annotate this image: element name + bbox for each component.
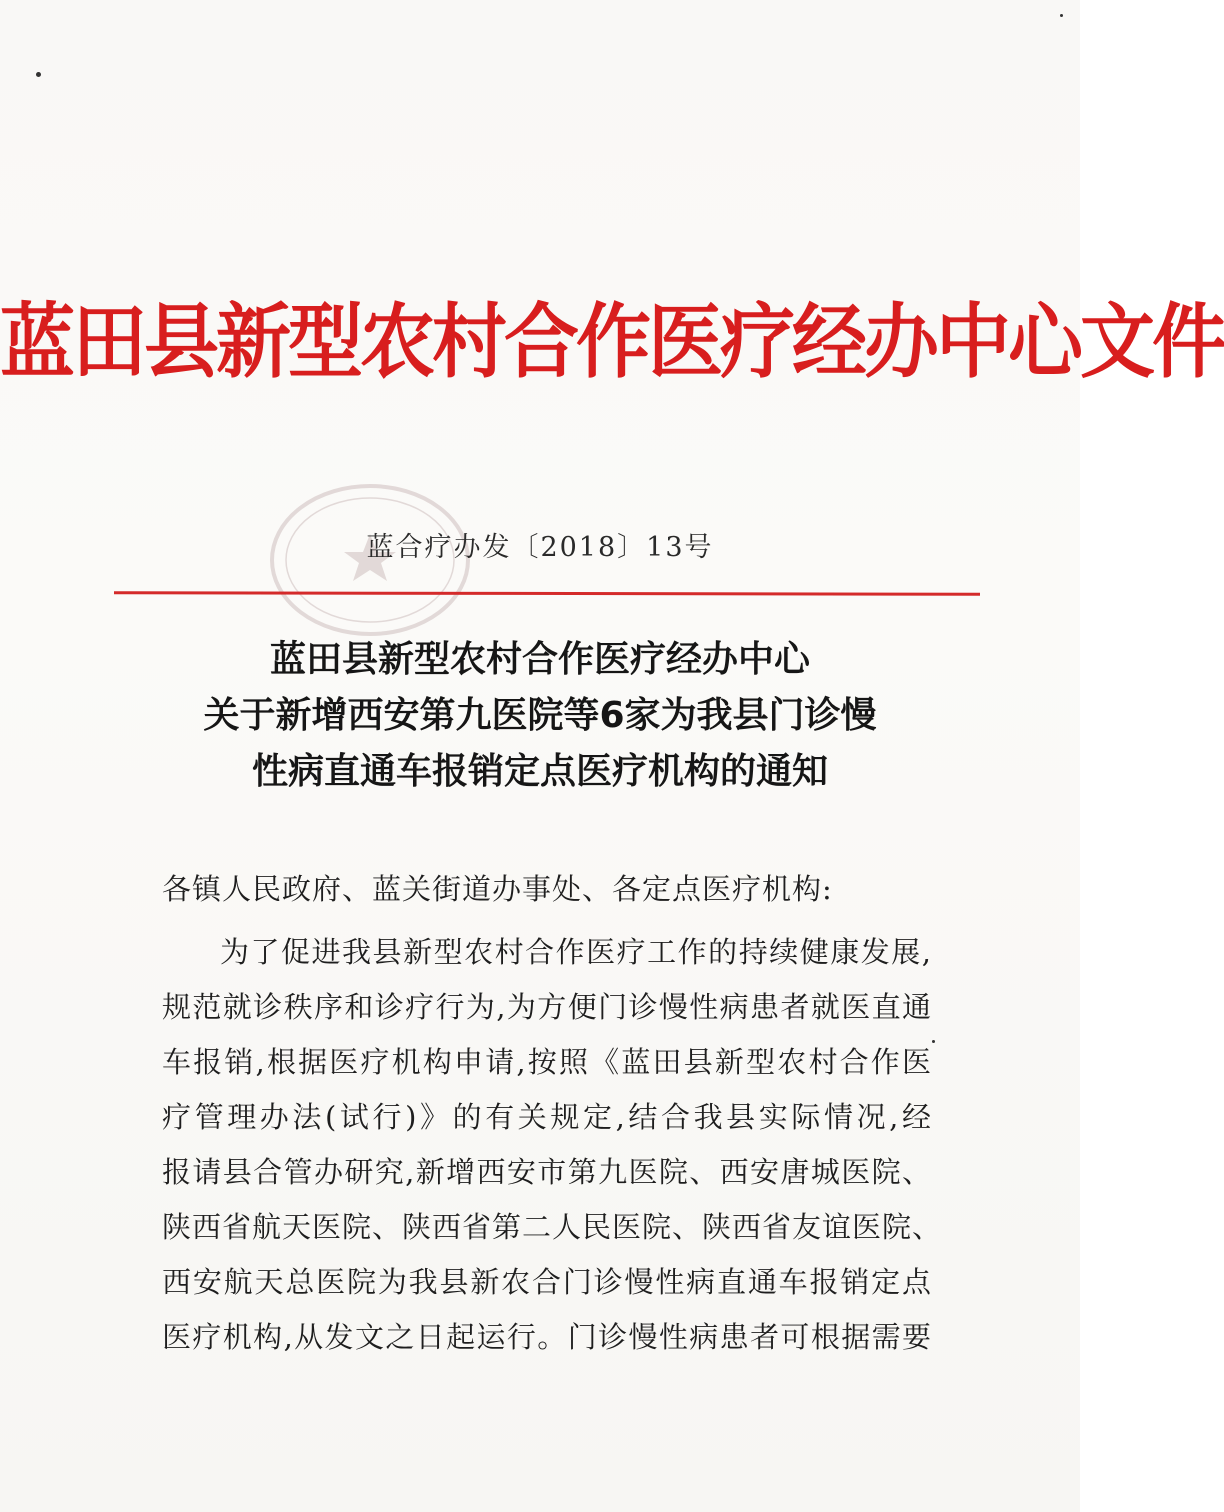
title-line: 关于新增西安第九医院等6家为我县门诊慢 <box>203 695 877 736</box>
paragraph-line: 报请县合管办研究,新增西安市第九医院、西安唐城医院、 <box>162 1155 932 1189</box>
paper-speck <box>36 72 41 77</box>
paragraph-line: 规范就诊秩序和诊疗行为,为方便门诊慢性病患者就医直通 <box>162 990 932 1024</box>
body-paragraph <box>162 925 943 1365</box>
paragraph-line: 车报销,根据医疗机构申请,按照《蓝田县新型农村合作医 <box>162 1045 932 1079</box>
title-line: 性病直通车报销定点医疗机构的通知 <box>251 751 828 792</box>
salutation: 各镇人民政府、蓝关街道办事处、各定点医疗机构: <box>162 872 833 906</box>
notice-title <box>0 632 1080 800</box>
paper-speck <box>1060 14 1063 17</box>
paragraph-line: 医疗机构,从发文之日起运行。门诊慢性病患者可根据需要 <box>162 1320 932 1354</box>
paragraph-line: 疗管理办法(试行)》的有关规定,结合我县实际情况,经 <box>162 1100 932 1134</box>
paragraph-line: 为了促进我县新型农村合作医疗工作的持续健康发展, <box>220 935 932 969</box>
masthead-title: 蓝田县新型农村合作医疗经办中心文件 <box>0 294 1224 390</box>
paper-speck <box>932 1040 935 1043</box>
document-body <box>162 862 943 1365</box>
paragraph-line: 西安航天总医院为我县新农合门诊慢性病直通车报销定点 <box>162 1265 932 1299</box>
document-number: 蓝合疗办发〔2018〕13号 <box>366 532 714 563</box>
paragraph-line: 陕西省航天医院、陕西省第二人民医院、陕西省友谊医院、 <box>162 1210 943 1244</box>
red-separator-rule <box>114 591 980 596</box>
title-line: 蓝田县新型农村合作医疗经办中心 <box>269 639 810 680</box>
